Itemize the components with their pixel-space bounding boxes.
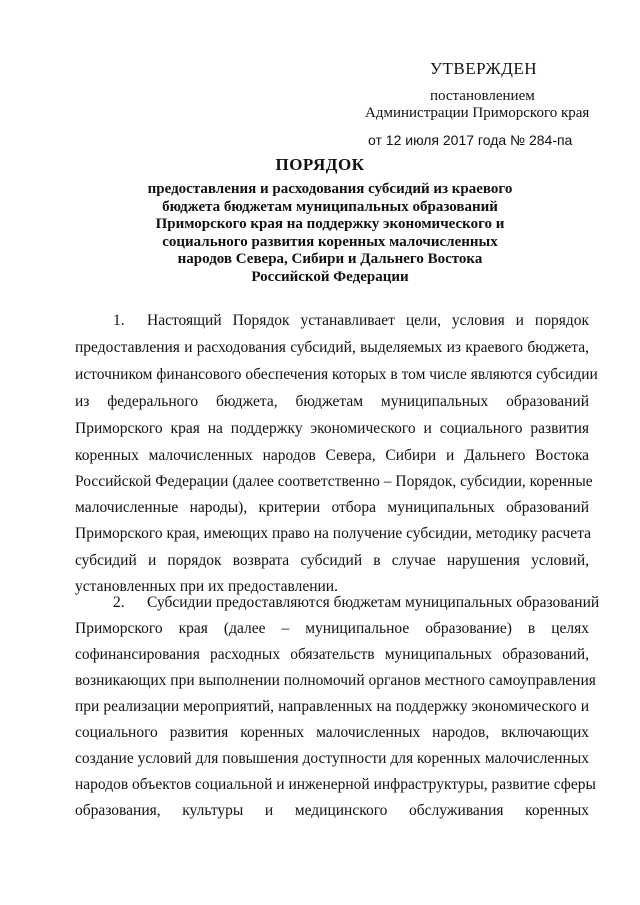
approval-stamp: УТВЕРЖДЕН: [430, 59, 537, 78]
paragraph-line: коренных малочисленных народов Севера, Сибири и Дальнего Востока: [75, 447, 589, 464]
paragraph-line: Настоящий Порядок устанавливает цели, условия и порядок: [147, 312, 589, 329]
paragraph-line: субсидий и порядок возврата субсидий в случае нарушения условий,: [75, 552, 589, 569]
paragraph-line: Российской Федерации (далее соответственно – Порядок, субсидии, коренные: [75, 473, 593, 490]
administration-label: Администрации Приморского края: [365, 105, 590, 121]
paragraph-line: создание условий для повышения доступности для коренных малочисленных: [75, 750, 589, 767]
resolution-date: от 12 июля 2017 года № 284-па: [368, 132, 573, 148]
subtitle-line: предоставления и расходования субсидий из краевого: [147, 181, 513, 197]
paragraph-line: Приморского края, имеющих право на получение субсидии, методику расчета: [75, 525, 592, 542]
subtitle-line: Приморского края на поддержку экономического и: [155, 216, 505, 233]
paragraph-number: 2.: [113, 594, 125, 611]
paragraph-line: предоставления и расходования субсидий, выделяемых из краевого бюджета,: [75, 339, 589, 356]
paragraph-line: из федерального бюджета, бюджетам муниципальных образований: [75, 393, 589, 410]
paragraph-line: социального развития коренных малочисленных народов, включающих: [75, 724, 589, 741]
document-subtitle: [130, 181, 530, 287]
paragraph-number: 1.: [113, 312, 125, 329]
paragraph-line: Приморского края на поддержку экономического и социального развития: [75, 420, 589, 437]
document-title: ПОРЯДОК: [275, 155, 365, 174]
paragraph-line: установленных при их предоставлении.: [75, 578, 338, 595]
resolution-label: постановлением: [430, 88, 535, 104]
subtitle-line: социального развития коренных малочисленных: [162, 233, 498, 250]
subtitle-line: народов Севера, Сибири и Дальнего Востока: [177, 251, 483, 268]
subtitle-line: бюджета бюджетам муниципальных образований: [162, 198, 498, 215]
paragraph-line: народов объектов социальной и инженерной инфраструктуры, развитие сферы: [75, 776, 596, 793]
paragraph-line: возникающих при выполнении полномочий органов местного самоуправления: [75, 672, 596, 689]
subtitle-line: Российской Федерации: [251, 268, 409, 285]
paragraph-line: малочисленные народы), критерии отбора муниципальных образований: [75, 499, 589, 516]
paragraph-line: источником финансового обеспечения которых в том числе являются субсидии: [75, 366, 598, 383]
paragraph-line: софинансирования расходных обязательств муниципальных образований,: [75, 646, 589, 663]
paragraph-line: Субсидии предоставляются бюджетам муниципальных образований: [147, 594, 600, 611]
paragraph-line: при реализации мероприятий, направленных на поддержку экономического и: [75, 698, 589, 715]
paragraph-line: образования, культуры и медицинского обслуживания коренных: [75, 802, 589, 819]
paragraph-line: Приморского края (далее – муниципальное образование) в целях: [75, 620, 589, 637]
